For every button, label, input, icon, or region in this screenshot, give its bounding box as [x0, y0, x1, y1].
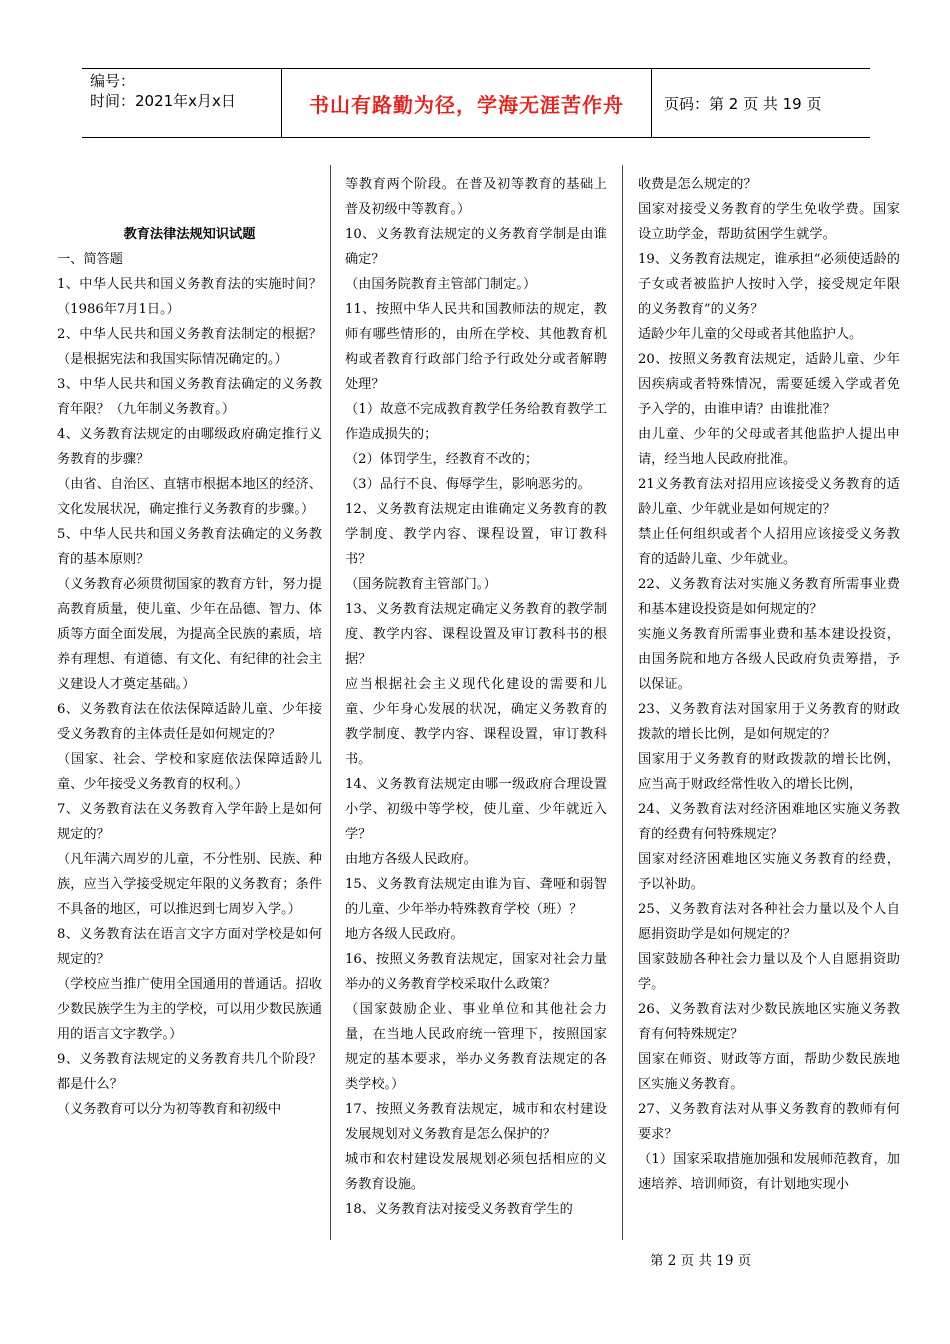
paragraph: 17、按照义务教育法规定，城市和农村建设发展规划对义务教育是怎么保护的？ — [345, 1102, 607, 1142]
paragraph: 应当根据社会主义现代化建设的需要和儿童、少年身心发展的状况，确定义务教育的教学制度、教学内容、课程设置，审订教科书。 — [345, 677, 607, 767]
column-divider — [330, 165, 331, 1240]
paragraph: 18、义务教育法对接受义务教育学生的 — [345, 1202, 573, 1217]
paragraph: 国家鼓励各种社会力量以及个人自愿捐资助学。 — [638, 952, 900, 992]
paragraph: 10、义务教育法规定的义务教育学制是由谁确定？ — [345, 227, 607, 267]
paragraph: （凡年满六周岁的儿童，不分性别、民族、种族，应当入学接受规定年限的义务教育；条件不具备的地区，可以推迟到七周岁入学。） — [57, 852, 322, 917]
paragraph: 国家用于义务教育的财政拨款的增长比例，应当高于财政经常性收入的增长比例， — [638, 752, 900, 792]
paragraph: （1）国家采取措施加强和发展师范教育，加速培养、培训师资，有计划地实现小 — [638, 1152, 900, 1192]
paragraph: 5、中华人民共和国义务教育法确定的义务教育的基本原则？ — [57, 527, 322, 567]
paragraph: （国家、社会、学校和家庭依法保障适龄儿童、少年接受义务教育的权利。） — [57, 752, 322, 792]
paragraph: 20、按照义务教育法规定，适龄儿童、少年因疾病或者特殊情况，需要延缓入学或者免予入学的，由谁申请？由谁批准？ — [638, 352, 900, 417]
paragraph: 实施义务教育所需事业费和基本建设投资，由国务院和地方各级人民政府负责筹措，予以保证。 — [638, 627, 900, 692]
paragraph: 26、义务教育法对少数民族地区实施义务教育有何特殊规定？ — [638, 1002, 900, 1042]
page-header — [82, 68, 870, 138]
paragraph: （国务院教育主管部门。） — [345, 577, 497, 592]
paragraph: 9、义务教育法规定的义务教育共几个阶段？都是什么？ — [57, 1052, 322, 1092]
column-divider — [622, 165, 623, 1240]
paragraph: 3、中华人民共和国义务教育法确定的义务教育年限？（九年制义务教育。） — [57, 377, 322, 417]
document-title: 教育法律法规知识试题 — [123, 227, 256, 242]
paragraph: 12、义务教育法规定由谁确定义务教育的教学制度、教学内容、课程设置，审订教科书？ — [345, 502, 607, 567]
paragraph: （由国务院教育主管部门制定。） — [345, 277, 537, 292]
paragraph: 11、按照中华人民共和国教师法的规定，教师有哪些情形的，由所在学校、其他教育机构或者教育行政部门给予行政处分或者解聘处理？ — [345, 302, 607, 392]
paragraph: 19、义务教育法规定，谁承担“必须使适龄的子女或者被监护人按时入学，接受规定年限的义务教育”的义务？ — [638, 252, 900, 317]
paragraph: 2、中华人民共和国义务教育法制定的根据？（是根据宪法和我国实际情况确定的。） — [57, 327, 322, 367]
paragraph: （3）品行不良、侮辱学生，影响恶劣的。 — [345, 477, 591, 492]
paragraph: （1）故意不完成教育教学任务给教育教学工作造成损失的； — [345, 402, 607, 442]
paragraph: （学校应当推广使用全国通用的普通话。招收少数民族学生为主的学校，可以用少数民族通用的语言文字教学。） — [57, 977, 322, 1042]
doc-number-label: 编号： — [90, 72, 136, 90]
paragraph: 国家对接受义务教育的学生免收学费。国家设立助学金，帮助贫困学生就学。 — [638, 202, 900, 242]
paragraph: 城市和农村建设发展规划必须包括相应的义务教育设施。 — [345, 1152, 607, 1192]
header-page-label: 页码：第 2 页 共 19 页 — [664, 94, 822, 113]
paragraph: 由地方各级人民政府。 — [345, 852, 477, 867]
paragraph: 等教育两个阶段。在普及初等教育的基础上普及初级中等教育。） — [345, 177, 607, 217]
paragraph: 地方各级人民政府。 — [345, 927, 464, 942]
paragraph: 15、义务教育法规定由谁为盲、聋哑和弱智的儿童、少年举办特殊教育学校（班）？ — [345, 877, 607, 917]
paragraph: 16、按照义务教育法规定，国家对社会力量举办的义务教育学校采取什么政策？ — [345, 952, 607, 992]
text-column-1 — [57, 222, 322, 1122]
doc-time-label: 时间：2021年x月x日 — [90, 92, 236, 110]
paragraph: （义务教育可以分为初等教育和初级中 — [57, 1102, 282, 1117]
paragraph: （国家鼓励企业、事业单位和其他社会力量，在当地人民政府统一管理下，按照国家规定的基本要求，举办义务教育法规定的各类学校。） — [345, 1002, 607, 1092]
paragraph: 14、义务教育法规定由哪一级政府合理设置小学、初级中等学校，使儿童、少年就近入学？ — [345, 777, 607, 842]
paragraph: 27、义务教育法对从事义务教育的教师有何要求？ — [638, 1102, 900, 1142]
paragraph: 7、义务教育法在义务教育入学年龄上是如何规定的？ — [57, 802, 322, 842]
paragraph: 适龄少年儿童的父母或者其他监护人。 — [638, 327, 863, 342]
paragraph: （2）体罚学生，经教育不改的； — [345, 452, 539, 467]
paragraph: 21义务教育法对招用应该接受义务教育的适龄儿童、少年就业是如何规定的？ — [638, 477, 900, 517]
paragraph: 4、义务教育法规定的由哪级政府确定推行义务教育的步骤？ — [57, 427, 322, 467]
paragraph: 1、中华人民共和国义务教育法的实施时间？（1986年7月1日。） — [57, 277, 322, 317]
paragraph: 收费是怎么规定的？ — [638, 177, 757, 192]
paragraph: 6、义务教育法在依法保障适龄儿童、少年接受义务教育的主体责任是如何规定的？ — [57, 702, 322, 742]
paragraph: （由省、自治区、直辖市根据本地区的经济、文化发展状况，确定推行义务教育的步骤。） — [57, 477, 322, 517]
paragraph: 13、义务教育法规定确定义务教育的教学制度、教学内容、课程设置及审订教科书的根据？ — [345, 602, 607, 667]
text-column-2 — [345, 172, 607, 1222]
paragraph: 由儿童、少年的父母或者其他监护人提出申请，经当地人民政府批准。 — [638, 427, 900, 467]
paragraph: 25、义务教育法对各种社会力量以及个人自愿捐资助学是如何规定的？ — [638, 902, 900, 942]
page-footer: 第 2 页 共 19 页 — [650, 1253, 752, 1269]
paragraph: 22、义务教育法对实施义务教育所需事业费和基本建设投资是如何规定的？ — [638, 577, 900, 617]
header-meta — [82, 69, 282, 137]
paragraph: 24、义务教育法对经济困难地区实施义务教育的经费有何特殊规定？ — [638, 802, 900, 842]
text-column-3 — [638, 172, 900, 1197]
paragraph: 国家对经济困难地区实施义务教育的经费，予以补助。 — [638, 852, 900, 892]
paragraph: 禁止任何组织或者个人招用应该接受义务教育的适龄儿童、少年就业。 — [638, 527, 900, 567]
paragraph: 23、义务教育法对国家用于义务教育的财政拨款的增长比例，是如何规定的？ — [638, 702, 900, 742]
paragraph: 8、义务教育法在语言文字方面对学校是如何规定的？ — [57, 927, 322, 967]
header-motto: 书山有路勤为径，学海无涯苦作舟 — [282, 69, 652, 137]
paragraph: 国家在师资、财政等方面，帮助少数民族地区实施义务教育。 — [638, 1052, 900, 1092]
paragraph: 一、简答题 — [57, 252, 123, 267]
paragraph: （义务教育必须贯彻国家的教育方针，努力提高教育质量，使儿童、少年在品德、智力、体质等方面全面发展，为提高全民族的素质，培养有理想、有道德、有文化、有纪律的社会主义建设人才奠定基础。） — [57, 577, 322, 692]
